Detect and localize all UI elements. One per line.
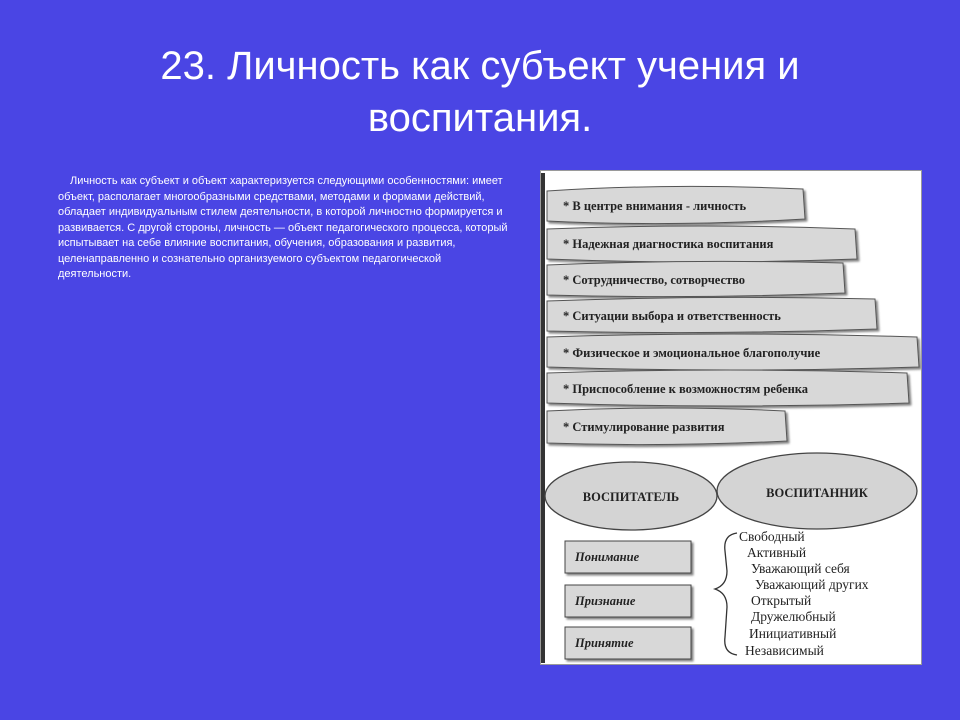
ellipse-educator: [545, 462, 717, 530]
slide-title: [60, 40, 900, 144]
slide-paragraph: Личность как субъект и объект характеризуется следующими особенностями: имеет объект, располагает многообразными средствами, методами и формами действий, обладает индивидуальным стилем деятельности, в которой личностно формируется и развивается. С другой стороны, личность — объект педагогического процесса, который испытывает на себе влияние воспитания, обучения, образования и развития, целенаправленно и сознательно организуемого субъектом педагогической деятельности.: [58, 175, 508, 280]
principle-label-1: * В центре внимания - личность: [563, 199, 747, 213]
ellipse-pupil-label: ВОСПИТАННИК: [766, 486, 868, 500]
principle-ribbon-7: [547, 408, 787, 445]
principle-label-7: * Стимулирование развития: [563, 420, 725, 434]
trait-7: Инициативный: [749, 626, 837, 641]
principle-ribbon-5: [547, 334, 919, 370]
principle-ribbon-3: [547, 261, 845, 296]
principle-label-5: * Физическое и эмоциональное благополучие: [563, 346, 821, 360]
ellipse-educator-label: ВОСПИТАТЕЛЬ: [582, 490, 680, 504]
principle-label-3: * Сотрудничество, сотворчество: [563, 273, 746, 287]
box-understanding-label: Понимание: [575, 550, 640, 564]
principle-label-2: * Надежная диагностика воспитания: [563, 237, 774, 251]
principle-ribbon-4: [547, 297, 877, 332]
ellipse-pupil: [717, 453, 917, 529]
box-recognition-label: Признание: [575, 594, 636, 608]
diagram-left-bar: [541, 173, 545, 663]
box-understanding: [565, 541, 691, 573]
principle-ribbon-6: [547, 370, 909, 406]
principle-label-4: * Ситуации выбора и ответственность: [563, 309, 781, 323]
trait-4: Уважающий других: [755, 577, 869, 592]
box-acceptance-label: Принятие: [575, 636, 634, 650]
slide-title-line-2: воспитания.: [367, 96, 593, 140]
box-recognition: [565, 585, 691, 617]
principle-ribbon-2: [547, 226, 857, 262]
trait-6: Дружелюбный: [751, 609, 836, 624]
trait-5: Открытый: [751, 593, 812, 608]
trait-3: Уважающий себя: [751, 561, 850, 576]
slide-title-line-1: 23. Личность как субъект учения и: [160, 44, 800, 88]
principle-ribbon-1: [547, 186, 805, 223]
trait-8: Независимый: [745, 643, 824, 658]
diagram-canvas: [541, 171, 921, 664]
box-acceptance: [565, 627, 691, 659]
trait-1: Свободный: [739, 529, 805, 544]
trait-2: Активный: [747, 545, 807, 560]
principle-label-6: * Приспособление к возможностям ребенка: [563, 382, 809, 396]
education-diagram: [540, 170, 922, 665]
traits-list: [739, 529, 869, 658]
traits-brace: [715, 533, 737, 655]
